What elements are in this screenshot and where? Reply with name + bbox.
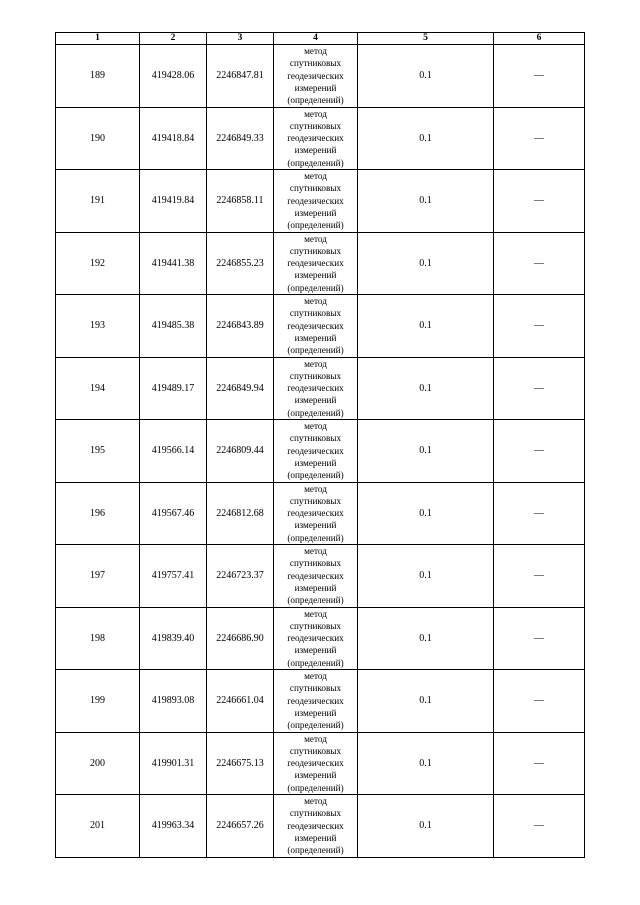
- point-number-cell: 199: [56, 670, 140, 733]
- y-coordinate-cell: 2246849.94: [207, 357, 274, 420]
- method-line: геодезических: [287, 383, 344, 394]
- x-coordinate-cell: 419419.84: [140, 170, 207, 233]
- accuracy-cell: 0.1: [358, 545, 494, 608]
- table-row: [56, 295, 585, 358]
- method-line: (определений): [287, 470, 344, 481]
- method-line: спутниковых: [289, 433, 342, 444]
- y-coordinate-cell: 2246843.89: [207, 295, 274, 358]
- method-line: спутниковых: [289, 620, 342, 631]
- method-cell: [274, 732, 358, 795]
- point-number-cell: 198: [56, 607, 140, 670]
- y-coordinate-cell: 2246858.11: [207, 170, 274, 233]
- method-line: измерений: [294, 707, 337, 718]
- point-number-cell: 196: [56, 482, 140, 545]
- x-coordinate-cell: 419566.14: [140, 420, 207, 483]
- note-cell: —: [494, 670, 585, 733]
- point-number-cell: 197: [56, 545, 140, 608]
- x-coordinate-cell: 419963.34: [140, 795, 207, 858]
- method-line: измерений: [294, 332, 337, 343]
- note-cell: —: [494, 295, 585, 358]
- note-cell: —: [494, 795, 585, 858]
- method-line: (определений): [287, 345, 344, 356]
- accuracy-cell: 0.1: [358, 357, 494, 420]
- note-cell: —: [494, 45, 585, 108]
- table-row: [56, 45, 585, 108]
- method-line: спутниковых: [289, 495, 342, 506]
- method-cell: [274, 107, 358, 170]
- point-number-cell: 201: [56, 795, 140, 858]
- table-row: [56, 357, 585, 420]
- table-row: [56, 795, 585, 858]
- method-line: спутниковых: [289, 558, 342, 569]
- method-line: метод: [304, 358, 327, 369]
- method-line: метод: [304, 483, 327, 494]
- method-line: (определений): [287, 657, 344, 668]
- method-line: (определений): [287, 95, 344, 106]
- method-line: геодезических: [287, 695, 344, 706]
- point-number-cell: 190: [56, 107, 140, 170]
- method-line: метод: [304, 108, 327, 119]
- x-coordinate-cell: 419839.40: [140, 607, 207, 670]
- accuracy-cell: 0.1: [358, 732, 494, 795]
- method-line: геодезических: [287, 133, 344, 144]
- method-line: метод: [304, 421, 327, 432]
- y-coordinate-cell: 2246849.33: [207, 107, 274, 170]
- method-line: геодезических: [287, 633, 344, 644]
- x-coordinate-cell: 419901.31: [140, 732, 207, 795]
- method-line: метод: [304, 733, 327, 744]
- coordinates-table: [55, 32, 585, 858]
- method-line: спутниковых: [289, 745, 342, 756]
- column-header: 6: [494, 33, 585, 45]
- method-cell: [274, 295, 358, 358]
- method-line: геодезических: [287, 508, 344, 519]
- y-coordinate-cell: 2246661.04: [207, 670, 274, 733]
- column-header: 1: [56, 33, 140, 45]
- note-cell: —: [494, 232, 585, 295]
- accuracy-cell: 0.1: [358, 170, 494, 233]
- method-line: (определений): [287, 407, 344, 418]
- method-line: (определений): [287, 157, 344, 168]
- note-cell: —: [494, 357, 585, 420]
- method-line: измерений: [294, 645, 337, 656]
- method-line: метод: [304, 233, 327, 244]
- x-coordinate-cell: 419757.41: [140, 545, 207, 608]
- accuracy-cell: 0.1: [358, 420, 494, 483]
- method-line: спутниковых: [289, 308, 342, 319]
- y-coordinate-cell: 2246812.68: [207, 482, 274, 545]
- method-line: (определений): [287, 595, 344, 606]
- table-row: [56, 670, 585, 733]
- method-line: измерений: [294, 207, 337, 218]
- column-header: 5: [358, 33, 494, 45]
- method-line: геодезических: [287, 758, 344, 769]
- method-line: спутниковых: [289, 183, 342, 194]
- note-cell: —: [494, 607, 585, 670]
- x-coordinate-cell: 419893.08: [140, 670, 207, 733]
- method-cell: [274, 795, 358, 858]
- method-line: спутниковых: [289, 370, 342, 381]
- point-number-cell: 200: [56, 732, 140, 795]
- point-number-cell: 194: [56, 357, 140, 420]
- table-row: [56, 732, 585, 795]
- x-coordinate-cell: 419418.84: [140, 107, 207, 170]
- method-line: (определений): [287, 532, 344, 543]
- table-row: [56, 232, 585, 295]
- method-line: спутниковых: [289, 683, 342, 694]
- column-header: 2: [140, 33, 207, 45]
- x-coordinate-cell: 419485.38: [140, 295, 207, 358]
- method-line: спутниковых: [289, 58, 342, 69]
- accuracy-cell: 0.1: [358, 232, 494, 295]
- accuracy-cell: 0.1: [358, 295, 494, 358]
- note-cell: —: [494, 420, 585, 483]
- point-number-cell: 193: [56, 295, 140, 358]
- accuracy-cell: 0.1: [358, 607, 494, 670]
- method-line: измерений: [294, 270, 337, 281]
- y-coordinate-cell: 2246686.90: [207, 607, 274, 670]
- x-coordinate-cell: 419567.46: [140, 482, 207, 545]
- method-line: спутниковых: [289, 245, 342, 256]
- method-line: измерений: [294, 770, 337, 781]
- y-coordinate-cell: 2246675.13: [207, 732, 274, 795]
- method-line: геодезических: [287, 820, 344, 831]
- accuracy-cell: 0.1: [358, 45, 494, 108]
- note-cell: —: [494, 482, 585, 545]
- table-row: [56, 107, 585, 170]
- accuracy-cell: 0.1: [358, 795, 494, 858]
- method-line: (определений): [287, 845, 344, 856]
- method-line: измерений: [294, 582, 337, 593]
- method-line: геодезических: [287, 258, 344, 269]
- table-row: [56, 545, 585, 608]
- table-row: [56, 607, 585, 670]
- point-number-cell: 195: [56, 420, 140, 483]
- y-coordinate-cell: 2246809.44: [207, 420, 274, 483]
- method-line: метод: [304, 171, 327, 182]
- x-coordinate-cell: 419428.06: [140, 45, 207, 108]
- method-line: (определений): [287, 220, 344, 231]
- method-cell: [274, 170, 358, 233]
- note-cell: —: [494, 107, 585, 170]
- method-line: геодезических: [287, 195, 344, 206]
- method-line: геодезических: [287, 570, 344, 581]
- table-header-row: [56, 33, 585, 45]
- method-line: (определений): [287, 782, 344, 793]
- method-cell: [274, 232, 358, 295]
- method-line: метод: [304, 671, 327, 682]
- point-number-cell: 191: [56, 170, 140, 233]
- table-body: [56, 45, 585, 858]
- accuracy-cell: 0.1: [358, 482, 494, 545]
- method-cell: [274, 482, 358, 545]
- method-line: (определений): [287, 720, 344, 731]
- point-number-cell: 189: [56, 45, 140, 108]
- x-coordinate-cell: 419489.17: [140, 357, 207, 420]
- y-coordinate-cell: 2246657.26: [207, 795, 274, 858]
- accuracy-cell: 0.1: [358, 670, 494, 733]
- method-cell: [274, 670, 358, 733]
- y-coordinate-cell: 2246847.81: [207, 45, 274, 108]
- accuracy-cell: 0.1: [358, 107, 494, 170]
- column-header: 3: [207, 33, 274, 45]
- table-row: [56, 420, 585, 483]
- note-cell: —: [494, 732, 585, 795]
- method-line: метод: [304, 546, 327, 557]
- method-line: измерений: [294, 145, 337, 156]
- method-line: (определений): [287, 282, 344, 293]
- method-line: спутниковых: [289, 120, 342, 131]
- method-cell: [274, 607, 358, 670]
- table-row: [56, 170, 585, 233]
- method-line: измерений: [294, 395, 337, 406]
- method-line: геодезических: [287, 445, 344, 456]
- method-line: метод: [304, 796, 327, 807]
- method-cell: [274, 45, 358, 108]
- column-header: 4: [274, 33, 358, 45]
- method-line: геодезических: [287, 70, 344, 81]
- x-coordinate-cell: 419441.38: [140, 232, 207, 295]
- method-line: метод: [304, 608, 327, 619]
- method-cell: [274, 420, 358, 483]
- method-line: спутниковых: [289, 808, 342, 819]
- method-cell: [274, 545, 358, 608]
- method-line: измерений: [294, 457, 337, 468]
- method-line: измерений: [294, 520, 337, 531]
- method-line: измерений: [294, 832, 337, 843]
- method-line: геодезических: [287, 320, 344, 331]
- point-number-cell: 192: [56, 232, 140, 295]
- note-cell: —: [494, 170, 585, 233]
- note-cell: —: [494, 545, 585, 608]
- document-page: [55, 32, 584, 858]
- table-row: [56, 482, 585, 545]
- y-coordinate-cell: 2246723.37: [207, 545, 274, 608]
- method-line: измерений: [294, 82, 337, 93]
- method-line: метод: [304, 46, 327, 57]
- method-line: метод: [304, 296, 327, 307]
- method-cell: [274, 357, 358, 420]
- y-coordinate-cell: 2246855.23: [207, 232, 274, 295]
